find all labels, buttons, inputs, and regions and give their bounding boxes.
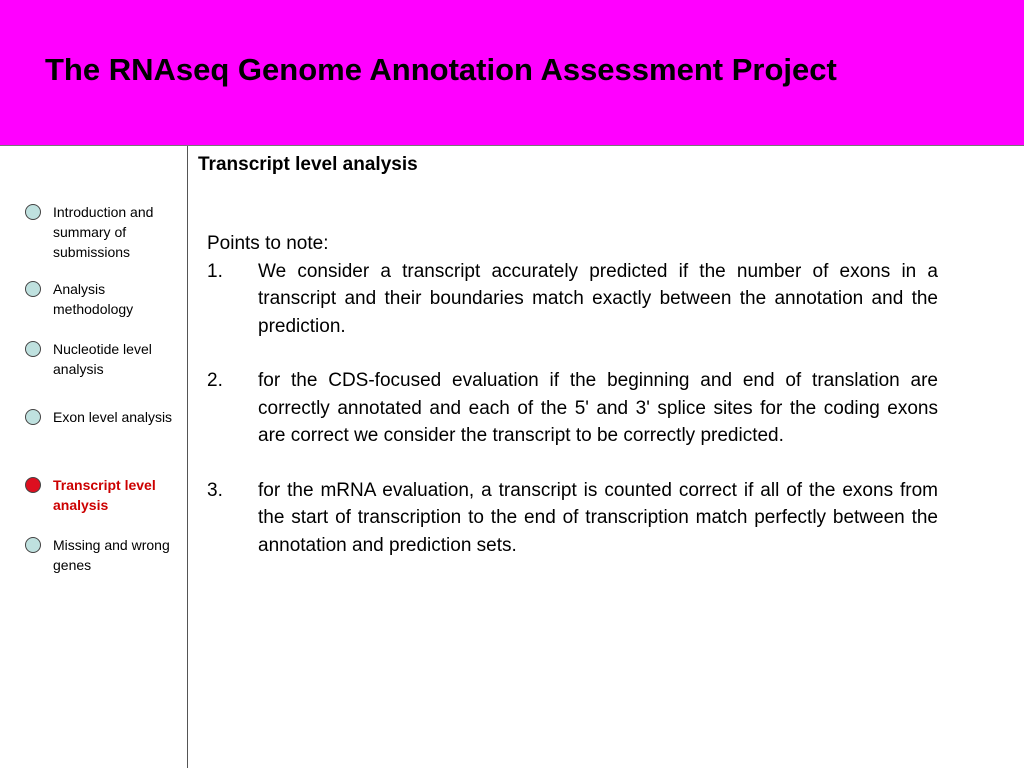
- bullet-circle-icon: [25, 409, 41, 425]
- sidebar-item-label: Exon level analysis: [53, 409, 173, 425]
- list-item: [207, 477, 938, 560]
- points-heading: Points to note:: [207, 233, 329, 254]
- list-item-text: We consider a transcript accurately predicted if the number of exons in a transcript and their boundaries match exactly between the annotation and the prediction.: [258, 260, 938, 337]
- bullet-circle-icon: [25, 537, 41, 553]
- sidebar-item-label: Analysis methodology: [53, 281, 134, 317]
- bullet-circle-icon: [25, 341, 41, 357]
- sidebar-item-label: Missing and wrong genes: [53, 537, 170, 573]
- list-item-text: for the CDS-focused evaluation if the beginning and end of translation are correctly annotated and each of the 5' and 3' splice sites for the coding exons are correct we consider the transcript to be correctly predicted.: [258, 370, 938, 446]
- bullet-circle-icon: [25, 281, 41, 297]
- sidebar-item-label: Nucleotide level analysis: [53, 341, 152, 377]
- sidebar-item-label: Transcript level analysis: [53, 477, 156, 513]
- active-bullet-circle-icon: [25, 477, 41, 493]
- header-bar: [0, 0, 1024, 145]
- main-content: [207, 230, 938, 586]
- header-divider: [0, 145, 1024, 146]
- list-item-text: for the mRNA evaluation, a transcript is counted correct if all of the exons from the start of transcription to the end of transcription match perfectly between the annotation and prediction sets.: [258, 479, 938, 556]
- list-number: 3.: [207, 479, 223, 501]
- list-item: [207, 367, 938, 450]
- page-title: The RNAseq Genome Annotation Assessment Project: [45, 52, 837, 87]
- bullet-circle-icon: [25, 204, 41, 220]
- section-title: Transcript level analysis: [198, 154, 418, 175]
- list-number: 2.: [207, 370, 223, 391]
- list-number: 1.: [207, 260, 223, 282]
- sidebar-item-label: Introduction and summary of submissions: [53, 204, 154, 260]
- list-item: [207, 258, 938, 341]
